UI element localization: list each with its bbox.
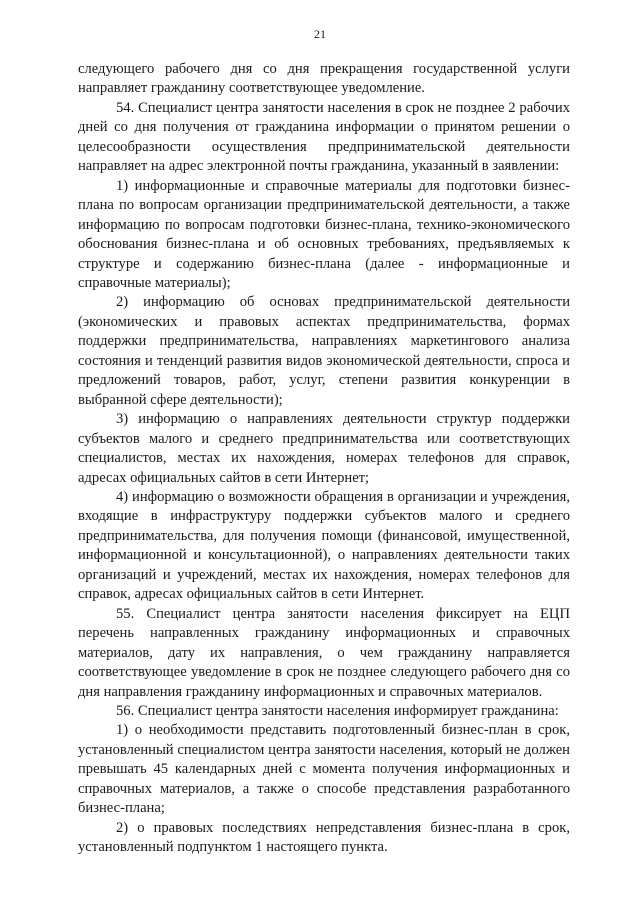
paragraph-subitem-54-3: 3) информацию о направлениях деятельности структур поддержки субъектов малого и среднего предпринимательства или соответствующих специалистов, местах их нахождения, номерах телефонов для справок, адресах официальных сайтов в сети Интернет;: [78, 411, 570, 486]
paragraph-subitem-54-2: 2) информацию об основах предпринимательской деятельности (экономических и правовых аспектах предпринимательства, формах поддержки предпринимательства, направлениях маркетингового анализа состояния и тенденций развития видов экономической деятельности, спроса и предложений товаров, работ, услуг, степени развития конкуренции в выбранной сфере деятельности);: [78, 294, 570, 408]
paragraph-item-54: 54. Специалист центра занятости населения в срок не позднее 2 рабочих дней со дня получения от гражданина информации о принятом решении о целесообразности осуществления предпринимательской деятельности направляет на адрес электронной почты гражданина, указанный в заявлении:: [78, 99, 570, 175]
document-body: [78, 60, 570, 858]
paragraph-subitem-54-1: 1) информационные и справочные материалы для подготовки бизнес-плана по вопросам организации предпринимательской деятельности, а также информацию по вопросам подготовки бизнес-плана, технико-экономического обоснования бизнес-плана и об основных требованиях, предъявляемых к структуре и содержанию бизнес-плана (далее - информационные и справочные материалы);: [78, 177, 570, 291]
page-number: 21: [314, 27, 326, 41]
paragraph-subitem-56-2: 2) о правовых последствиях непредставления бизнес-плана в срок, установленный подпунктом 1 настоящего пункта.: [78, 819, 570, 856]
paragraph-item-55: 55. Специалист центра занятости населения фиксирует на ЕЦП перечень направленных гражданину информационных и справочных материалов, дату их направления, о чем гражданину направляется соответствующее уведомление в срок не позднее следующего рабочего дня со дня направления гражданину информационных и справочных материалов.: [78, 605, 570, 700]
paragraph-subitem-56-1: 1) о необходимости представить подготовленный бизнес-план в срок, установленный специалистом центра занятости населения, который не должен превышать 45 календарных дней с момента получения информационных и справочных материалов, а также о способе представления разработанного бизнес-плана;: [78, 722, 570, 817]
paragraph-continuation: следующего рабочего дня со дня прекращения государственной услуги направляет гражданину соответствующее уведомление.: [78, 61, 570, 97]
paragraph-item-56: 56. Специалист центра занятости населения информирует гражданина:: [116, 702, 559, 719]
paragraph-subitem-54-4: 4) информацию о возможности обращения в организации и учреждения, входящие в инфраструктуру поддержки субъектов малого и среднего предпринимательства, для получения помощи (финансовой, имущественной, информационной и консультационной), о направлениях деятельности таких организаций и учреждений, местах их нахождения, номерах телефонов для справок, адресах официальных сайтов в сети Интернет.: [78, 488, 570, 603]
